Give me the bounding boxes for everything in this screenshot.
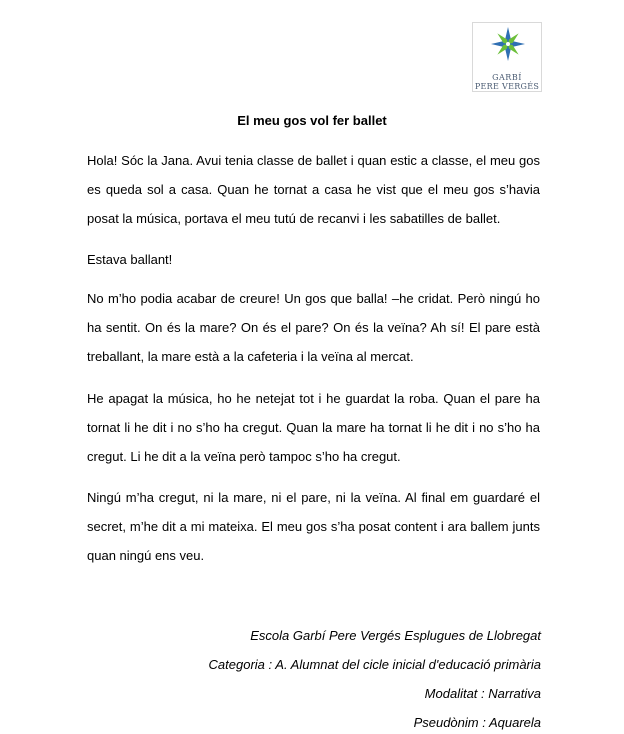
- school-logo: [472, 22, 542, 92]
- compass-star-icon: [490, 26, 526, 62]
- logo-text-pere-verges: PERE VERGÉS: [474, 82, 540, 91]
- paragraph-4: He apagat la música, ho he netejat tot i he guardat la roba. Quan el pare ha tornat li he dit i no s’ho ha cregut. Quan la mare ha tornat li he dit i no s’ho ha cregut. Li he dit a la veïna però tampoc s’ho ha cregut.: [87, 391, 540, 464]
- paragraph-3: No m’ho podia acabar de creure! Un gos que balla! –he cridat. Però ningú ho ha sentit. On és la mare? On és el pare? On és la veïna? Ah sí! El pare està treballant, la mare està a la cafeteria i la veïna al mercat.: [87, 291, 540, 364]
- signature-school: Escola Garbí Pere Vergés Esplugues de Llobregat: [250, 628, 541, 643]
- paragraph-2: Estava ballant!: [87, 252, 173, 267]
- document-title: El meu gos vol fer ballet: [237, 113, 387, 128]
- signature-modality: Modalitat : Narrativa: [424, 686, 541, 701]
- paragraph-1: Hola! Sóc la Jana. Avui tenia classe de ballet i quan estic a classe, el meu gos es queda sol a casa. Quan he tornat a casa he vist que el meu gos s’havia posat la música, portava el meu tutú de recanvi i les sabatilles de ballet.: [87, 153, 540, 226]
- logo-text-garbi: GARBÍ: [492, 73, 522, 82]
- paragraph-5: Ningú m’ha cregut, ni la mare, ni el pare, ni la veïna. Al final em guardaré el secret, m’he dit a mi mateixa. El meu gos s’ha posat content i ara ballem junts quan ningú ens veu.: [87, 490, 540, 563]
- signature-pseudonym: Pseudònim : Aquarela: [413, 715, 541, 730]
- signature-category: Categoria : A. Alumnat del cicle inicial d'educació primària: [208, 657, 541, 672]
